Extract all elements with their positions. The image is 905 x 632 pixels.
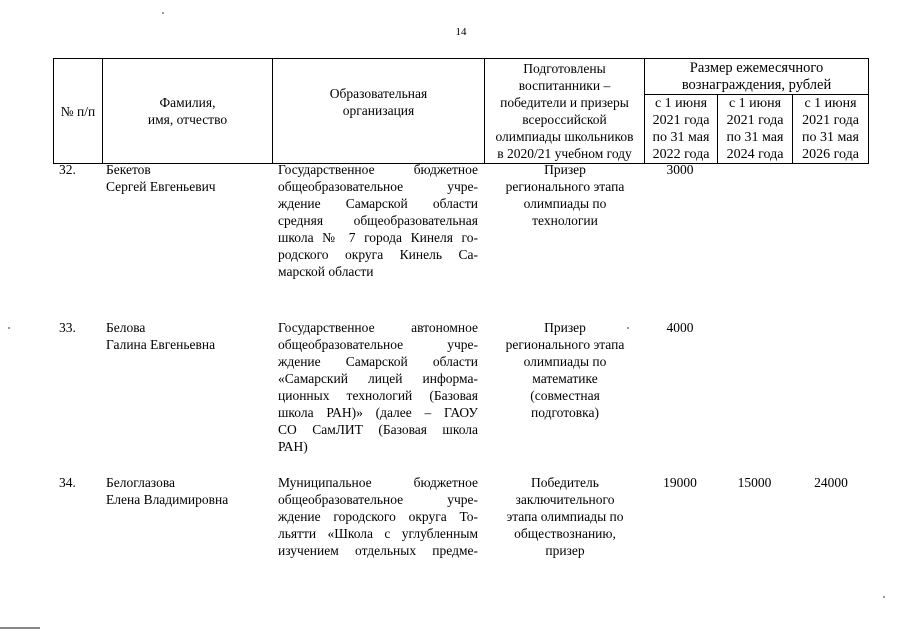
scan-speck (162, 12, 164, 14)
scan-speck (627, 327, 629, 329)
person-name: Бекетов Сергей Евгеньевич (106, 162, 216, 194)
amount-2026: 24000 (814, 475, 848, 490)
achievement: Призер регионального этапа олимпиады по математике (совместная подготовка) (505, 320, 625, 420)
row-number: 33. (59, 320, 76, 335)
amount-2022: 4000 (666, 320, 694, 335)
person-name: Белоглазова Елена Владимировна (106, 475, 229, 507)
achievement: Призер регионального этапа олимпиады по технологии (505, 162, 625, 228)
amount-2022: 19000 (663, 475, 697, 490)
organization: Государственное автономное общеобразовательное учре- ждение Самарской области «Самарский лицей информа- ционных технологий (Базовая школа РАН)» (далее – ГАОУ СО СамЛИТ (Базовая школа РАН) (278, 320, 478, 454)
table-header (53, 58, 869, 164)
row-number: 34. (59, 475, 76, 490)
scan-edge-mark (0, 627, 40, 629)
header-period-2022: с 1 июня 2021 года по 31 мая 2022 года (645, 95, 718, 164)
header-number: № п/п (54, 59, 103, 164)
organization: Государственное бюджетное общеобразовательное учре- ждение Самарской области средняя общеобразовательная школа № 7 города Кинеля го- родского округа Кинель Са- марской области (278, 162, 478, 279)
header-name: Фамилия, имя, отчество (103, 59, 273, 164)
scan-speck (8, 327, 10, 329)
header-organization: Образовательная организация (273, 59, 485, 164)
scan-speck (883, 596, 885, 598)
header-period-2024: с 1 июня 2021 года по 31 мая 2024 года (718, 95, 793, 164)
header-prepared: Подготовлены воспитанники – победители и призеры всероссийской олимпиады школьников в 2020/21 учебном году (485, 59, 645, 164)
organization: Муниципальное бюджетное общеобразовательное учре- ждение городского округа То- льятти «Школа с углубленным изучением отдельных предме- (278, 475, 478, 558)
person-name: Белова Галина Евгеньевна (106, 320, 216, 352)
header-amount: Размер ежемесячного вознаграждения, рублей (645, 59, 869, 95)
row-number: 32. (59, 162, 76, 177)
amount-2022: 3000 (666, 162, 694, 177)
amount-2024: 15000 (737, 475, 772, 490)
achievement: Победитель заключительного этапа олимпиады по обществознанию, призер (506, 475, 624, 558)
header-period-2026: с 1 июня 2021 года по 31 мая 2026 года (793, 95, 869, 164)
page-number: 14 (455, 26, 467, 38)
